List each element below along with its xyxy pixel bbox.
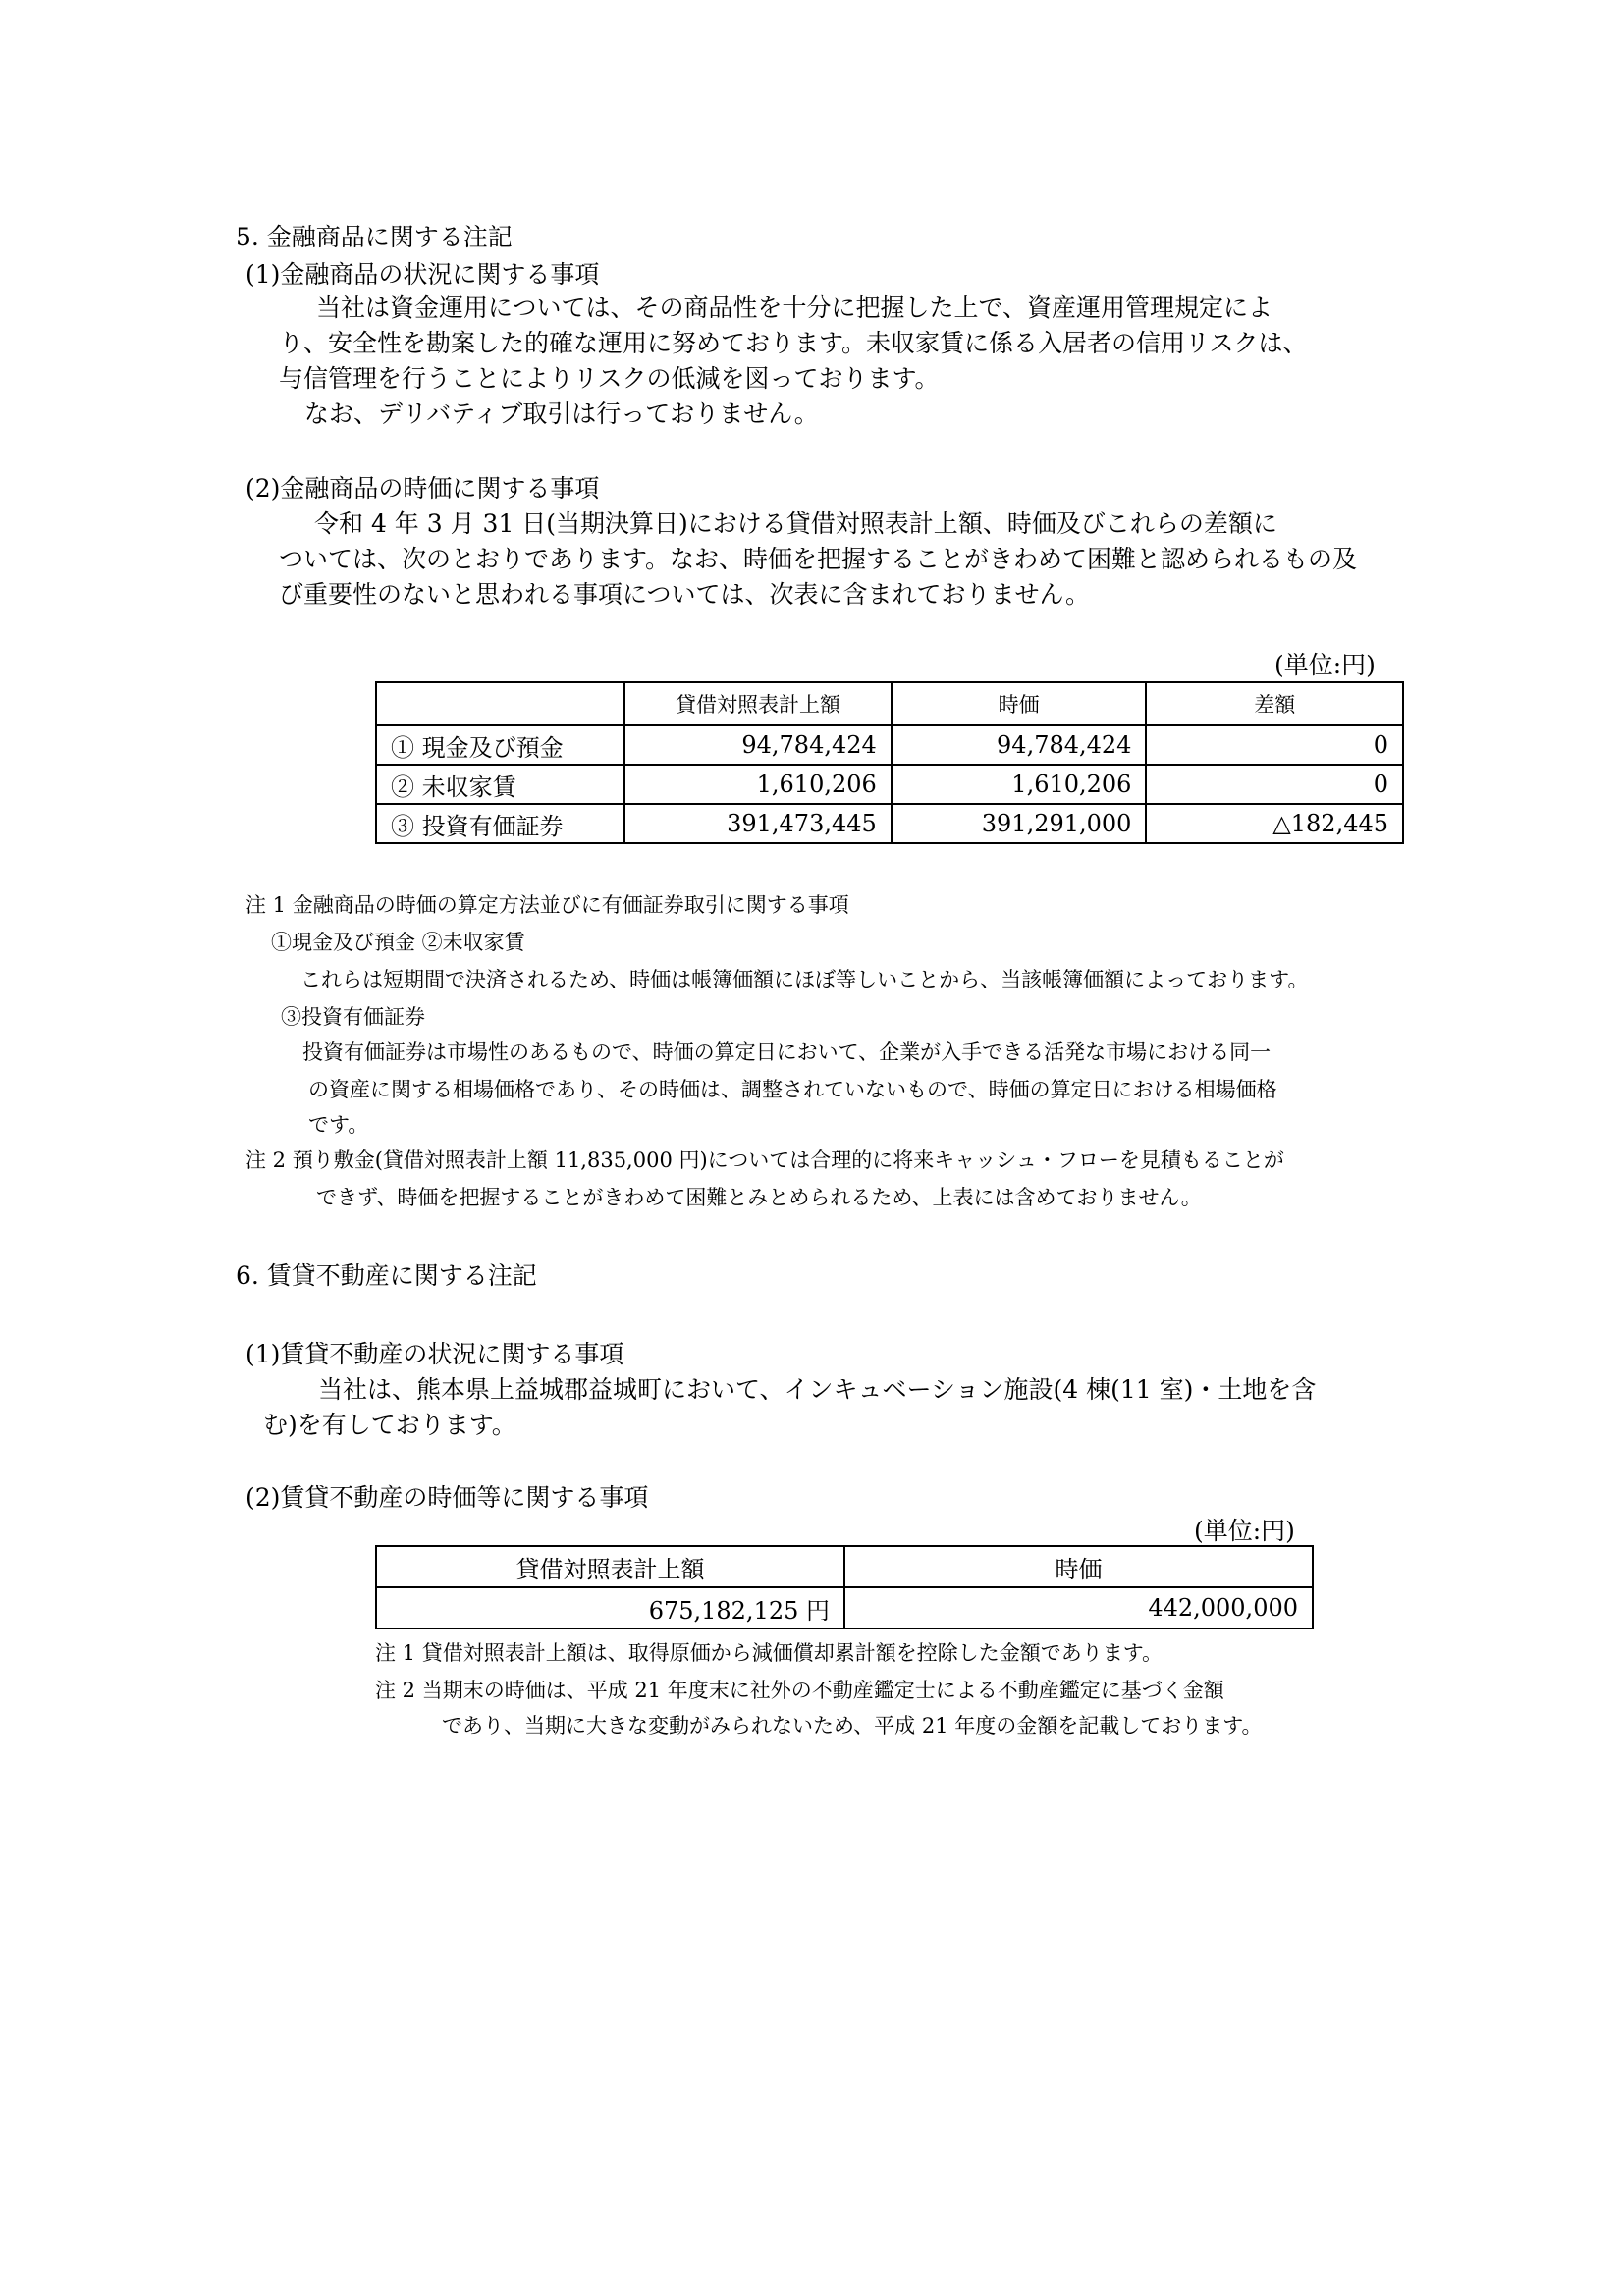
unit-label: (単位:円) — [1194, 1517, 1295, 1545]
table-cell: 1,610,206 — [892, 765, 1147, 804]
section-5-2-heading: (2)金融商品の時価に関する事項 — [245, 474, 600, 503]
note-line: の資産に関する相場価格であり、その時価は、調整されていないもので、時価の算定日における相場価格 — [308, 1078, 1277, 1101]
table-row — [376, 725, 1403, 765]
note-line: できず、時価を把握することがきわめて困難とみとめられるため、上表には含めておりません。 — [316, 1186, 1202, 1209]
paragraph-line: む)を有しております。 — [263, 1411, 516, 1439]
table-row — [376, 1587, 1313, 1629]
note-line: ③投資有価証券 — [281, 1005, 425, 1029]
table-cell: ③ 投資有価証券 — [376, 804, 624, 843]
table-cell: △182,445 — [1146, 804, 1403, 843]
note-line: であり、当期に大きな変動がみられないため、平成 21 年度の金額を記載しております。 — [442, 1714, 1263, 1737]
paragraph-line: 当社は資金運用については、その商品性を十分に把握した上で、資産運用管理規定によ — [316, 294, 1273, 322]
paragraph-line: 当社は、熊本県上益城郡益城町において、インキュベーション施設(4 棟(11 室)・土地を含 — [318, 1375, 1317, 1404]
section-6-2-heading: (2)賃貸不動産の時価等に関する事項 — [245, 1483, 649, 1512]
note-line: です。 — [308, 1113, 369, 1137]
table-header-cell: 差額 — [1146, 682, 1403, 725]
note-line: 注 1 貸借対照表計上額は、取得原価から減価償却累計額を控除した金額であります。 — [375, 1641, 1164, 1665]
unit-label: (単位:円) — [1274, 651, 1376, 679]
table-header-row — [376, 682, 1403, 725]
paragraph-line: り、安全性を勘案した的確な運用に努めております。未収家賃に係る入居者の信用リスクは、 — [279, 329, 1308, 357]
table-row — [376, 765, 1403, 804]
table-header-cell — [376, 682, 624, 725]
table-cell: 391,291,000 — [892, 804, 1147, 843]
paragraph-line: 令和 4 年 3 月 31 日(当期決算日)における貸借対照表計上額、時価及びこれらの差額に — [314, 509, 1277, 538]
note-line: 注 1 金融商品の時価の算定方法並びに有価証券取引に関する事項 — [245, 893, 849, 917]
financial-instruments-table — [375, 681, 1404, 844]
rental-property-table — [375, 1545, 1314, 1629]
paragraph-line: ついては、次のとおりであります。なお、時価を把握することがきわめて困難と認められるもの及 — [279, 545, 1358, 573]
table-header-cell: 時価 — [844, 1546, 1313, 1587]
table-cell: 94,784,424 — [892, 725, 1147, 765]
note-line: 投資有価証券は市場性のあるもので、時価の算定日において、企業が入手できる活発な市場における同一 — [302, 1041, 1272, 1064]
paragraph-line: 与信管理を行うことによりリスクの低減を図っております。 — [279, 364, 940, 393]
table-cell: 442,000,000 — [844, 1587, 1313, 1629]
table-cell: 0 — [1146, 725, 1403, 765]
note-line: 注 2 当期末の時価は、平成 21 年度末に社外の不動産鑑定士による不動産鑑定に基づく金額 — [375, 1679, 1224, 1702]
section-6-heading: 6. 賃貸不動産に関する注記 — [236, 1261, 537, 1290]
note-line: これらは短期間で決済されるため、時価は帳簿価額にほぼ等しいことから、当該帳簿価額によっております。 — [300, 968, 1309, 991]
note-line: 注 2 預り敷金(貸借対照表計上額 11,835,000 円)については合理的に将来キャッシュ・フローを見積もることが — [245, 1148, 1284, 1172]
table-cell: 0 — [1146, 765, 1403, 804]
table-cell: 94,784,424 — [624, 725, 892, 765]
table-cell: ① 現金及び預金 — [376, 725, 624, 765]
table-header-cell: 貸借対照表計上額 — [376, 1546, 844, 1587]
section-5-heading: 5. 金融商品に関する注記 — [236, 223, 513, 251]
table-cell: 675,182,125 円 — [376, 1587, 844, 1629]
section-5-1-heading: (1)金融商品の状況に関する事項 — [245, 260, 600, 289]
section-6-1-heading: (1)賃貸不動産の状況に関する事項 — [245, 1340, 624, 1368]
table-header-cell: 時価 — [892, 682, 1147, 725]
paragraph-line: び重要性のないと思われる事項については、次表に含まれておりません。 — [279, 580, 1091, 609]
table-cell: 391,473,445 — [624, 804, 892, 843]
table-cell: ② 未収家賃 — [376, 765, 624, 804]
paragraph-line: なお、デリバティブ取引は行っておりません。 — [304, 400, 819, 428]
table-cell: 1,610,206 — [624, 765, 892, 804]
table-header-cell: 貸借対照表計上額 — [624, 682, 892, 725]
table-header-row — [376, 1546, 1313, 1587]
table-row — [376, 804, 1403, 843]
note-line: ①現金及び預金 ②未収家賃 — [271, 931, 525, 954]
